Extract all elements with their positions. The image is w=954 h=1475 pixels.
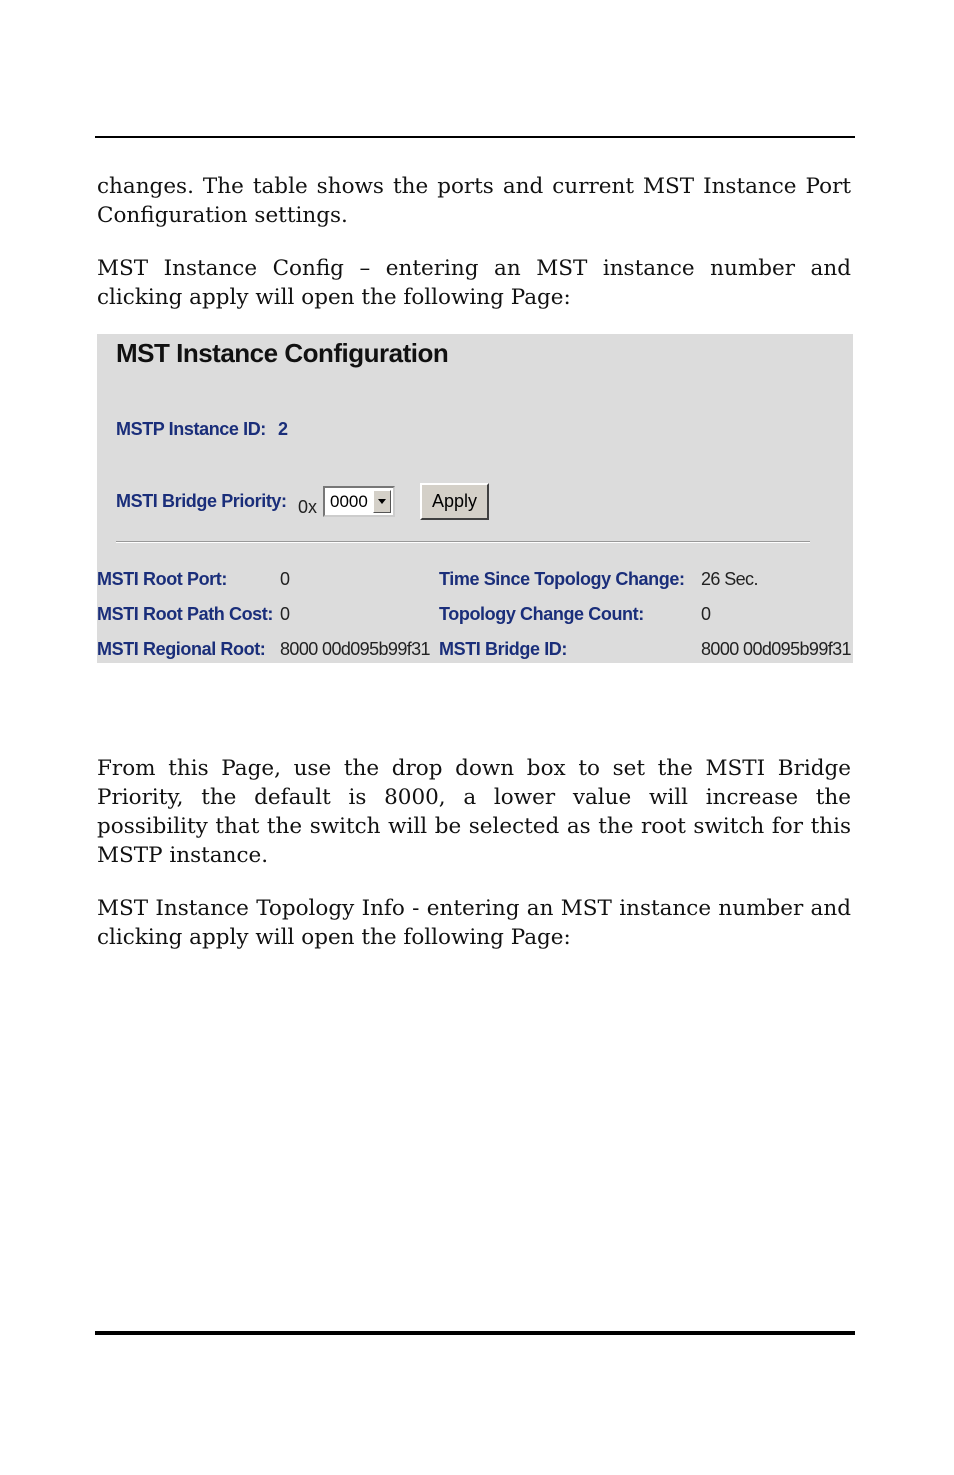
instance-id-label: MSTP Instance ID: bbox=[116, 419, 266, 439]
time-since-change-label: Time Since Topology Change: bbox=[439, 569, 685, 589]
apply-button[interactable]: Apply bbox=[420, 483, 489, 520]
mst-instance-config-screenshot bbox=[97, 334, 853, 663]
root-path-cost-value: 0 bbox=[280, 604, 290, 624]
bridge-id-value: 8000 00d095b99f31 bbox=[701, 639, 851, 659]
time-since-change-value: 26 Sec. bbox=[701, 569, 758, 589]
paragraph-priority-info: From this Page, use the drop down box to set the MSTI Bridge Priority, the default is 8000, a lower value will increase the possibility that the switch will be selected as the root switch for this MSTP instance. bbox=[97, 756, 851, 868]
bridge-priority-select[interactable] bbox=[323, 486, 395, 517]
divider bbox=[116, 541, 810, 543]
change-count-value: 0 bbox=[701, 604, 711, 624]
paragraph-instance-config: MST Instance Config – entering an MST instance number and clicking apply will open the following Page: bbox=[97, 256, 851, 310]
panel-title: MST Instance Configuration bbox=[116, 338, 449, 368]
paragraph-intro: changes. The table shows the ports and current MST Instance Port Configuration settings. bbox=[97, 174, 851, 228]
bridge-priority-select-value: 0000 bbox=[330, 492, 368, 511]
change-count-label: Topology Change Count: bbox=[439, 604, 644, 624]
header-rule bbox=[95, 136, 855, 138]
root-port-value: 0 bbox=[280, 569, 290, 589]
bridge-id-label: MSTI Bridge ID: bbox=[439, 639, 567, 659]
paragraph-topology-info: MST Instance Topology Info - entering an MST instance number and clicking apply will open the following Page: bbox=[97, 896, 851, 950]
footer-rule bbox=[95, 1331, 855, 1335]
bridge-priority-label: MSTI Bridge Priority: bbox=[116, 491, 287, 511]
regional-root-label: MSTI Regional Root: bbox=[97, 639, 266, 659]
chevron-down-icon[interactable] bbox=[373, 490, 391, 513]
regional-root-value: 8000 00d095b99f31 bbox=[280, 639, 430, 659]
instance-id-value: 2 bbox=[278, 419, 288, 439]
root-port-label: MSTI Root Port: bbox=[97, 569, 227, 589]
root-path-cost-label: MSTI Root Path Cost: bbox=[97, 604, 273, 624]
priority-prefix: 0x bbox=[298, 497, 318, 517]
